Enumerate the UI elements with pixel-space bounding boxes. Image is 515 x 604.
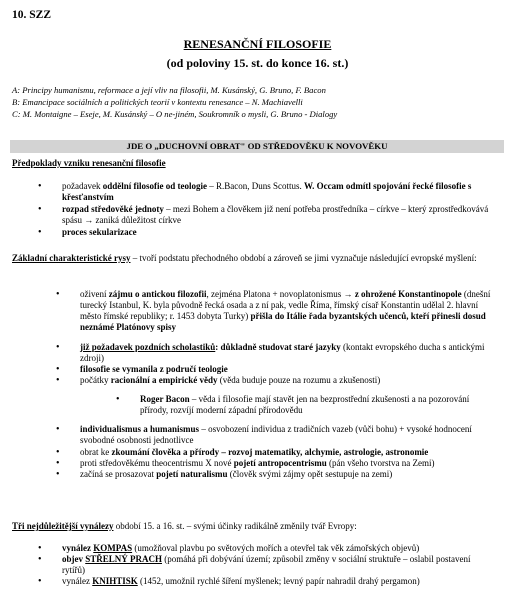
text: individualismus a humanismus bbox=[80, 423, 200, 434]
text: (pán všeho tvorstva na Zemi) bbox=[326, 457, 435, 468]
list-item bbox=[62, 227, 494, 238]
sub-list bbox=[140, 394, 495, 416]
list-item bbox=[62, 543, 494, 554]
text: vynález bbox=[62, 575, 93, 586]
topic-a: A: Principy humanismu, reformace a její vliv na filosofii, M. Kusánský, G. Bruno, F. Bacon bbox=[12, 85, 326, 95]
text: (věda buduje pouze na rozumu a zkušenosti) bbox=[217, 374, 381, 385]
text: Roger Bacon bbox=[140, 393, 190, 404]
list-item bbox=[140, 394, 495, 416]
text: – tvoří podstatu přechodného období a zároveň se jimi vyznačuje následující evropské myšlení: bbox=[130, 253, 477, 263]
text: – R.Bacon, Duns Scottus. bbox=[206, 181, 304, 191]
text: – věda i filosofie mají stavět jen na bezprostřední zkušenosti a na pozorování přírody, rozvíjí moderní západní přírodovědu bbox=[140, 393, 470, 415]
text: obrat ke bbox=[80, 446, 112, 457]
text: začíná se prosazovat bbox=[80, 468, 157, 479]
section-title-predpoklady: Předpoklady vzniku renesanční filosofie bbox=[12, 158, 166, 168]
page-heading: 10. SZZ bbox=[12, 9, 51, 21]
text: počátky bbox=[80, 374, 111, 385]
text: oddělní filosofie od teologie bbox=[102, 181, 207, 191]
text: proti středověkému theocentrismu X nové bbox=[80, 457, 234, 468]
text: filosofie se vymanila z područí teologie bbox=[80, 363, 228, 374]
document-title: RENESANČNÍ FILOSOFIE bbox=[183, 37, 332, 51]
text: (1452, umožnil rychlé šíření myšlenek; levný papír nahradil drahý pergamon) bbox=[137, 575, 420, 586]
text: zájmu o antickou filozofii bbox=[108, 289, 207, 299]
text: zkoumání člověka a přírody – rozvoj matematiky, alchymie, astrologie, astronomie bbox=[111, 446, 429, 457]
section-banner: JDE O „DUCHOVNÍ OBRAT" OD STŘEDOVĚKU K NOVOVĚKU bbox=[10, 140, 504, 153]
text: období 15. a 16. st. – svými účinky radikálně změnily tvář Evropy: bbox=[113, 521, 357, 531]
text: – osvobození individua z tradičních vazeb (vůči bohu) + vysoké hodnocení svobodné osobnosti jednotlivce bbox=[80, 423, 472, 445]
list-item bbox=[80, 289, 495, 333]
section-title-zakladni: Základní charakteristické rysy bbox=[12, 253, 131, 263]
list-item bbox=[80, 364, 495, 375]
text: z ohrožené Konstantinopole bbox=[354, 289, 462, 299]
text: STŘELNÝ PRACH bbox=[85, 553, 163, 564]
list-item bbox=[62, 204, 494, 226]
text: oživení bbox=[80, 289, 109, 299]
section-zakladni-intro bbox=[12, 253, 490, 264]
topic-c: C: M. Montaigne – Eseje, M. Kusánský – O ne-jiném, Soukromník o mysli, G. Bruno - Dialogy bbox=[12, 109, 338, 119]
text: rozpad středověké jednoty bbox=[62, 203, 164, 214]
list-item bbox=[62, 554, 494, 576]
text: pojetí naturalismu bbox=[156, 468, 228, 479]
text: (pomáhá při dobývání území; způsobil změny v sociální struktuře – oslabil postavení rytířů) bbox=[62, 553, 471, 575]
text: (kontakt evropského ducha s antickými zdroji) bbox=[80, 341, 485, 363]
text: KNIHTISK bbox=[92, 575, 138, 586]
text: (člověk svými zájmy opět sestupuje na zemi) bbox=[227, 468, 393, 479]
document-subtitle: (od poloviny 15. st. do konce 16. st.) bbox=[166, 56, 349, 70]
text: W. Occam odmítl spojování řecké filosofie s křesťanstvím bbox=[62, 181, 472, 202]
list-item bbox=[62, 181, 494, 203]
text: – mezi Bohem a člověkem již není potřeba prostředníka – církve – který zprostředkovává spásu → zaniká důležitost církve bbox=[62, 203, 489, 225]
section-title-vynalezy: Tři nejdůležitější vynálezy bbox=[12, 521, 114, 531]
text: objev bbox=[62, 553, 86, 564]
text: proces sekularizace bbox=[62, 226, 137, 237]
list-item bbox=[80, 342, 495, 364]
list-item bbox=[80, 375, 495, 386]
section-vynalezy-list bbox=[62, 543, 494, 587]
section-predpoklady-list bbox=[62, 181, 494, 238]
section-vynalezy-intro bbox=[12, 521, 492, 532]
text: (dnešní turecký Istanbul, K. byla původně řecká osada a z ní pak, vedle Říma, římský císař Konstantin udělal 2. hlavní město římské republiky; r. 1453 dobyta Turky) bbox=[80, 289, 491, 321]
list-item bbox=[80, 424, 495, 446]
section-zakladni-list bbox=[80, 289, 495, 480]
text: racionální a empirické vědy bbox=[110, 374, 218, 385]
text: : důkladně studovat staré jazyky bbox=[215, 341, 341, 352]
topic-b: B: Emancipace sociálních a politických teorií v kontextu renesance – N. Machiavelli bbox=[12, 97, 303, 107]
text: již požadavek pozdních scholastiků bbox=[80, 341, 216, 352]
text: (umožňoval plavbu po světových mořích a otevřel tak věk zámořských objevů) bbox=[132, 543, 420, 553]
text: přišla do Itálie řada byzantských učenců, kteří přinesli dosud neznámé Platónovy spisy bbox=[80, 310, 486, 332]
list-item bbox=[80, 469, 495, 480]
text: , zejména Platona + novoplatonismus → bbox=[206, 289, 355, 299]
list-item bbox=[80, 458, 495, 469]
text: pojetí antropocentrismu bbox=[233, 457, 327, 468]
text: vynález bbox=[62, 543, 94, 553]
list-item bbox=[80, 447, 495, 458]
text: KOMPAS bbox=[93, 543, 133, 553]
list-item bbox=[62, 576, 494, 587]
topics-list bbox=[12, 84, 502, 120]
text: požadavek bbox=[62, 181, 103, 191]
